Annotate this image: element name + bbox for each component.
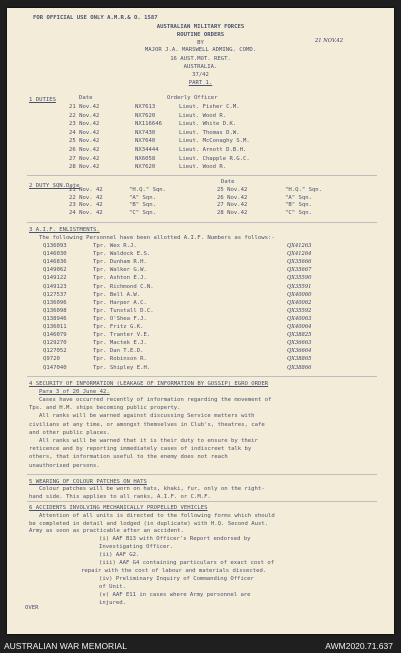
security-heading: FOR OFFICIAL USE ONLY A.M.R.& O. 1587 (33, 15, 158, 21)
enlist-name: Tpr. Harper A.C. (93, 299, 147, 306)
aif-number: QX40062 (287, 299, 312, 306)
colour-line: Colour patches will be worn on hats, khaki, fur, only on the right- (39, 486, 265, 492)
document-page (7, 8, 394, 634)
unit-name: 16 AUST.MOT. REGT. (170, 56, 231, 62)
aif-number: QX40064 (287, 324, 312, 330)
aif-number: QX41264 (287, 251, 312, 258)
footer-accession: AWM2020.71.637 (325, 641, 393, 651)
force-title: AUSTRALIAN MILITARY FORCES (156, 24, 245, 30)
security-line: unauthorised persons. (29, 462, 100, 469)
enlist-number: Q149062 (43, 267, 67, 274)
sqn-name: "B" Sqn. (129, 202, 156, 209)
colour-line: hand side. This applies to all ranks, A.I.F. or C.M.F. (29, 493, 211, 500)
sqn-name: "A" Sqn. (129, 194, 156, 201)
enlist-number: Q136098 (43, 307, 67, 314)
enlist-number: Q149123 (43, 283, 67, 290)
duties-heading: 1 DUTIES (29, 97, 56, 103)
enlistments-intro: The following Personnel have been allotted A.I.F. Numbers as follows:- (39, 235, 275, 241)
duty-officer: Lieut. Arnott D.B.H. (179, 147, 247, 153)
sqn-date-header: Date (221, 179, 235, 185)
aif-number: QX38866 (287, 364, 312, 371)
archive-footer (0, 636, 401, 653)
accidents-item: (iv) Preliminary Inquiry of Commanding Officer (99, 576, 254, 582)
sqn-date: 22 Nov. 42 (69, 194, 103, 201)
security-line: All ranks will be warned that it is their duty to ensure by their (39, 438, 258, 444)
sqn-date: 26 Nov.42 (217, 194, 248, 201)
enlist-number: Q127052 (43, 348, 67, 355)
enlist-name: Tpr. Mactek E.J. (93, 340, 147, 347)
author: MAJOR J.A. MARSWELL ADMING. COMD. (144, 47, 257, 53)
aif-number: QX35666 (287, 259, 312, 266)
order-number: 37/42 (192, 72, 209, 78)
sqn-date: 23 Nov. 42 (69, 202, 103, 209)
aif-number: QX36664 (287, 348, 312, 355)
enlist-name: Tpr. Robinson R. (93, 356, 147, 363)
sqn-name: "H.Q." Sqn. (129, 187, 167, 193)
part-label: PART 1. (188, 80, 213, 86)
aif-number: QX40063 (287, 315, 312, 322)
over-label: OVER (25, 605, 39, 611)
sqn-date: 27 Nov.42 (217, 202, 248, 209)
duty-officer: Lieut. Thomas D.W. (179, 129, 240, 136)
duty-officer: Lieut. Wood R. (179, 164, 227, 171)
sqn-name: "C" Sqn. (285, 209, 312, 216)
divider (27, 175, 377, 176)
enlist-number: Q146836 (43, 259, 67, 266)
duty-officer: Lieut. Fisher C.M. (179, 104, 240, 110)
aif-number: QX35591 (287, 283, 312, 290)
sqn-date: 21 Nov. 42 (69, 187, 103, 193)
sqn-date: 28 Nov.42 (217, 209, 248, 216)
accidents-heading: 6 ACCIDENTS INVOLVING MECHANICALLY PROPELLED VEHICLES (29, 505, 208, 511)
sqn-name: "B" Sqn. (285, 202, 312, 209)
enlist-name: Tpr. Walker G.W. (93, 267, 147, 274)
duty-date: 25 Nov.42 (69, 138, 100, 145)
enlist-number: Q136011 (43, 324, 67, 330)
enlist-name: Tpr. Richmond C.N. (93, 283, 154, 290)
sqn-name: "C" Sqn. (129, 209, 156, 216)
security-line: civilians at any time, or amongst themselves in Club's, theatres, cafe (29, 421, 265, 428)
security-line: All ranks will be warned against discussing Service matters with (39, 413, 255, 420)
enlist-name: Tpr. Tunstall D.C. (93, 307, 154, 314)
enlist-name: Tpr. Fritz G.K. (93, 324, 144, 330)
sqn-heading: 2 DUTY SQN.Date (29, 183, 80, 189)
duty-officer: Lieut. Chapple R.G.C. (179, 155, 250, 162)
sqn-name: "A" Sqn. (285, 194, 312, 201)
aif-number: QX38825 (287, 332, 312, 339)
enlist-number: Q127537 (43, 291, 67, 298)
divider (27, 376, 377, 377)
enlist-number: Q149122 (43, 275, 67, 282)
duty-date: 27 Nov.42 (69, 155, 100, 162)
duty-service-number: NX7640 (135, 138, 156, 145)
accidents-item: of Unit. (99, 584, 126, 590)
accidents-item: Investigating Officer. (99, 544, 174, 550)
security-line: reticence and by reporting immediately cases of indiscreet talk by (29, 446, 252, 453)
duty-date: 21 Nov.42 (69, 104, 100, 110)
handwritten-date: 21 NOV.42 (315, 38, 344, 44)
security-line: and other public places. (29, 429, 110, 436)
aif-number: QX35590 (287, 275, 312, 282)
accidents-item: (iii) AAF G4 containing particulars of exact cost of (99, 560, 275, 566)
enlist-name: Tpr. Bell A.W. (93, 291, 141, 298)
duty-date: 26 Nov.42 (69, 147, 100, 153)
enlist-name: Tpr. Shipley E.H. (93, 364, 151, 371)
aif-number: QX35667 (287, 267, 312, 274)
enlist-name: Tpr. Dunham R.H. (93, 259, 147, 266)
accidents-line: Army as soon as practicable after an accident. (29, 528, 184, 535)
security-line: Cases have occurred recently of information regarding the movement of (39, 397, 272, 403)
sqn-date: 25 Nov.42 (217, 187, 248, 193)
divider (27, 501, 377, 502)
enlist-number: Q146030 (43, 251, 67, 258)
security-line: others, that information useful to the enemy does not reach (29, 454, 228, 461)
enlist-number: Q138946 (43, 315, 67, 322)
duty-service-number: NX7430 (135, 129, 156, 136)
duties-officer-header: Orderly Officer (167, 95, 218, 101)
duty-service-number: NX7620 (135, 112, 156, 119)
duty-officer: Lieut. White D.K. (179, 121, 237, 128)
location: AUSTRALIA. (183, 64, 218, 70)
enlist-number: Q129270 (43, 340, 67, 347)
footer-institution: AUSTRALIAN WAR MEMORIAL (4, 641, 127, 651)
enlist-number: Q136093 (43, 243, 67, 249)
enlist-number: Q147040 (43, 364, 67, 371)
duty-date: 22 Nov.42 (69, 112, 100, 119)
duty-service-number: NX116646 (135, 121, 162, 128)
divider (27, 474, 377, 475)
duty-service-number: NX7613 (135, 104, 156, 110)
by-line: BY (197, 40, 204, 46)
accidents-item: (i) AAF B13 with Officer's Report endorsed by (99, 536, 251, 542)
enlist-name: Tpr. O'Shea F.J. (93, 315, 147, 322)
sqn-name: "H.Q." Sqn. (285, 187, 323, 193)
duties-date-header: Date (79, 95, 93, 101)
enlist-name: Tpr. Wex R.J. (93, 243, 137, 249)
security-reference: Para 3 of 20 June 42. (39, 389, 110, 395)
accidents-item: (ii) AAF G2. (99, 552, 140, 558)
divider (27, 222, 377, 223)
enlist-name: Tpr. Tranter V.E. (93, 332, 151, 339)
enlist-name: Tpr. Ashton E.J. (93, 275, 147, 282)
aif-number: QX38865 (287, 356, 312, 363)
doc-type: ROUTINE ORDERS (176, 32, 225, 38)
duty-service-number: NX34444 (135, 147, 159, 153)
duty-date: 24 Nov.42 (69, 129, 100, 136)
security-line: Tps. and H.M. ships becoming public property. (29, 405, 181, 412)
enlist-number: Q136096 (43, 299, 67, 306)
aif-number: QX36663 (287, 340, 312, 347)
aif-number: QX35592 (287, 307, 312, 314)
enlist-number: Q146079 (43, 332, 67, 339)
aif-number: QX40060 (287, 291, 312, 298)
accidents-item: injured. (99, 600, 126, 606)
duty-date: 28 Nov.42 (69, 164, 100, 171)
duty-officer: Lieut. Wood R. (179, 112, 227, 119)
accidents-line: be completed in detail and lodged (in duplicate) with H.Q. Second Aust. (29, 520, 269, 527)
sqn-date: 24 Nov. 42 (69, 209, 103, 216)
security-heading: 4 SECURITY OF INFORMATION (LEAKAGE OF INFORMATION BY GOSSIP) EGRO ORDER (29, 381, 269, 387)
duty-officer: Lieut. McConaghy S.M. (179, 138, 250, 145)
accidents-item: (v) AAF E11 in cases where Army personnel are (99, 592, 251, 598)
aif-number: QX41263 (287, 243, 312, 249)
duty-date: 23 Nov.42 (69, 121, 100, 128)
duty-service-number: NX6058 (135, 155, 156, 162)
enlistments-heading: 3 A.I.F. ENLISTMENTS. (29, 227, 100, 233)
duty-service-number: NX7620 (135, 164, 156, 171)
enlist-name: Tpr. Dan T.E.D. (93, 348, 144, 355)
colour-heading: 5 WEARING OF COLOUR PATCHES ON HATS (29, 479, 147, 485)
accidents-line: Attention of all units is directed to the following forms which should (39, 513, 275, 519)
enlist-number: Q9720 (43, 356, 60, 363)
enlist-name: Tpr. Waldock E.S. (93, 251, 151, 258)
accidents-item: repair with the cost of labour and materials dissected. (81, 568, 267, 574)
